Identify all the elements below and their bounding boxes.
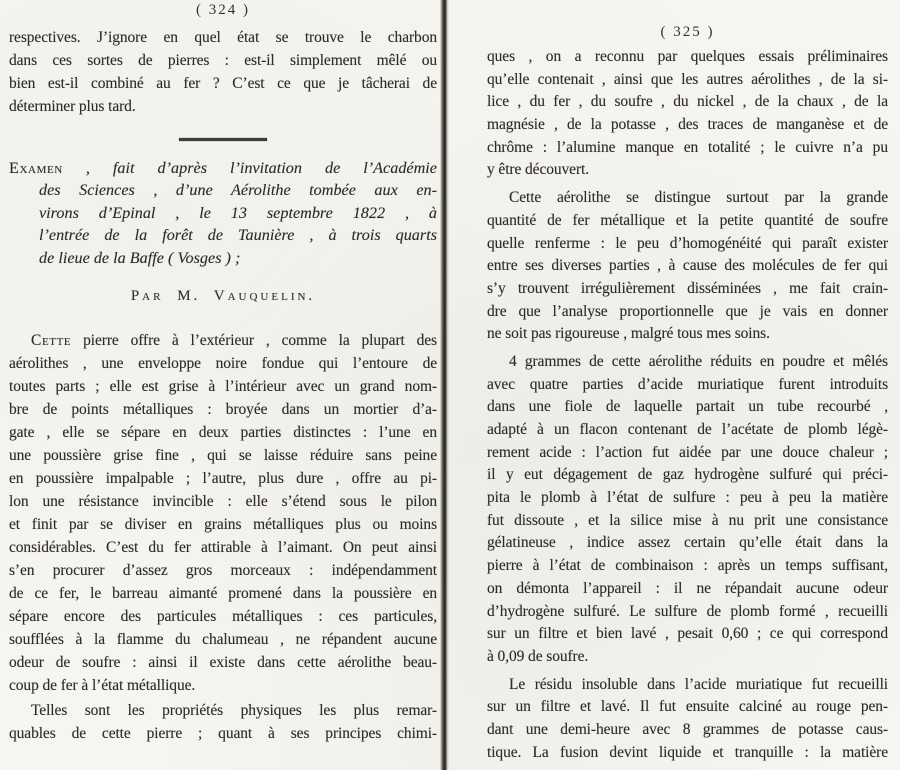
text-line: quelle renferme : le peu d’homogénéité qui paraît exister xyxy=(487,234,888,252)
left-page xyxy=(0,0,443,770)
paragraph-distinguishing xyxy=(487,187,888,346)
paragraph-physical-properties xyxy=(9,699,437,745)
text-line: virons d’Epinal , le 13 septembre 1822 , à xyxy=(39,203,437,222)
article-heading xyxy=(9,157,437,269)
byline: Par M. Vauquelin. xyxy=(130,287,316,304)
text-line: entre ses diverses parties , à cause des molécules de fer qui xyxy=(487,257,888,275)
text-line: fut dissoute , et la silice mise à nu prit une consistance xyxy=(487,511,888,529)
text-line: chrôme : l’alumine manque en totalité ; le cuivre n’a pu xyxy=(487,138,888,156)
heading-first-line xyxy=(9,157,437,179)
text-line: il y eut dégagement de gaz hydrogène sulfuré qui préci- xyxy=(487,466,888,484)
text-line: avec quatre parties d’acide muriatique furent introduits xyxy=(487,375,888,393)
text-line: quantité de fer métallique et la petite quantité de soufre xyxy=(487,211,888,229)
text-line: magnésie , de la potasse , des traces de manganèse et de xyxy=(487,116,888,134)
text-line: on démonta l’appareil : il ne répandait aucune odeur xyxy=(487,579,888,597)
right-page xyxy=(448,0,900,770)
text-line: en poussière impalpable ; l’autre, plus dure , offre au pi- xyxy=(9,469,437,487)
section-divider-rule xyxy=(179,138,267,141)
text-line: s’y trouvent irrégulièrement disséminées , me fait crain- xyxy=(487,279,888,297)
text-line: sépare encore des particules métalliques : ces particules, xyxy=(9,607,437,625)
text-line: y être découvert. xyxy=(487,161,590,179)
text-line: pita le plomb à l’état de sulfure : peu à peu la matière xyxy=(487,489,888,507)
text-line: quables de cette pierre ; quant à ses principes chimi- xyxy=(9,724,437,742)
text-line: bien est-il combiné au fer ? C’est ce que je tâcherai de xyxy=(9,75,437,92)
text-line: gélatineuse , indice assez certain qu’elle était dans la xyxy=(487,534,888,552)
text-line: dans une fiole de laquelle partait un tube recourbé , xyxy=(487,398,888,416)
text-line: Telles sont les propriétés physiques les plus remar- xyxy=(31,701,437,719)
page-number-left: ( 324 ) xyxy=(196,2,250,18)
paragraph-continuation-chemical xyxy=(487,46,888,182)
heading-rest-lines xyxy=(9,179,437,269)
text-line: s’en procurer d’assez gros morceaux : indépendamment xyxy=(9,561,437,579)
text-line: ne soit pas rigoureuse , malgré tous mes soins. xyxy=(487,325,770,343)
text-line: rement acide : l’action fut aidée par une douce chaleur ; xyxy=(487,443,888,461)
text-line: coup de fer à l’état métallique. xyxy=(9,676,196,694)
heading-lead-word: Examen xyxy=(9,159,63,177)
text-line: aérolithes , une enveloppe noire fondue qui l’entoure de xyxy=(9,354,437,372)
paragraph-experiment xyxy=(487,351,888,669)
text-line: toutes parts ; elle est grise à l’intérieur avec un grand nom- xyxy=(9,377,437,395)
opening-first-line xyxy=(9,329,437,352)
text-line: ques , on a reconnu par quelques essais préliminaires xyxy=(487,48,888,65)
opening-lead-word: Cette xyxy=(31,331,72,349)
text-line: pierre à l’état de combinaison : après un temps suffisant, xyxy=(487,557,888,575)
text-line: respectives. J’ignore en quel état se trouve le charbon xyxy=(9,29,437,46)
text-line: qu’elle contenait , ainsi que les autres aérolithes , de la si- xyxy=(487,70,888,88)
text-line: soufflées à la flamme du chalumeau , ne répandent aucune xyxy=(9,630,437,648)
text-line: 4 grammes de cette aérolithe réduits en poudre et mêlés xyxy=(509,352,888,370)
text-line: déterminer plus tard. xyxy=(9,98,136,115)
text-line: l’entrée de la forêt de Taunière , à trois quarts xyxy=(39,226,437,245)
paragraph-continuation xyxy=(9,26,437,118)
heading-first-line-rest: , fait d’après l’invitation de l’Académie xyxy=(62,159,437,177)
paragraph-opening xyxy=(9,329,437,697)
text-line: de lieue de la Baffe ( Vosges ) ; xyxy=(39,248,241,267)
text-line: considérables. C’est du fer attirable à l’aimant. On peut ainsi xyxy=(9,538,437,556)
text-line: dant une demi-heure avec 8 grammes de potasse caus- xyxy=(487,720,888,738)
page-number-right: ( 325 ) xyxy=(660,24,715,40)
text-line: bre de points métalliques : broyée dans un mortier d’a- xyxy=(9,400,437,418)
text-line: une poussière grise fine , qui se laisse réduire sans peine xyxy=(9,446,437,464)
paragraph-residue xyxy=(487,674,888,765)
text-line: gate , elle se sépare en deux parties distinctes : l’une en xyxy=(9,423,437,441)
text-line: lon une résistance invincible : elle s’étend sous le pilon xyxy=(9,492,437,510)
text-line: à 0,09 de soufre. xyxy=(487,647,589,665)
text-line: et finit par se diviser en grains métalliques plus ou moins xyxy=(9,515,437,533)
text-line: d’hydrogène sulfuré. Le sulfure de plomb formé , recueilli xyxy=(487,602,888,620)
text-line: de ce fer, le barreau aimanté promené dans la poussière en xyxy=(9,584,437,602)
text-line: odeur de soufre : ainsi il existe dans cette aérolithe beau- xyxy=(9,653,437,671)
text-line: Cette aérolithe se distingue surtout par la grande xyxy=(509,189,888,207)
text-line: sur un filtre et bien lavé , pesait 0,60 ; ce qui correspond xyxy=(487,625,888,643)
text-line: adapté à un flacon contenant de l’acétate de plomb légè- xyxy=(487,421,888,438)
text-line: dre que l’analyse proportionnelle que je vais en donner xyxy=(487,302,888,320)
text-line: sur un filtre et lavé. Il fut ensuite calciné au rouge pen- xyxy=(487,698,888,716)
text-line: lice , du fer , du soufre , du nickel , de la chaux , de la xyxy=(487,93,888,111)
text-line: dans ces sortes de pierres : est-il simplement mêlé ou xyxy=(9,52,437,69)
text-line: des Sciences , d’une Aérolithe tombée aux en- xyxy=(39,181,437,200)
text-line: Le résidu insoluble dans l’acide muriatique fut recueilli xyxy=(509,675,888,693)
opening-first-line-rest: pierre offre à l’extérieur , comme la plupart des xyxy=(71,331,437,349)
opening-rest-lines xyxy=(9,352,437,697)
text-line: tique. La fusion devint liquide et tranquille : la matière xyxy=(487,743,888,761)
